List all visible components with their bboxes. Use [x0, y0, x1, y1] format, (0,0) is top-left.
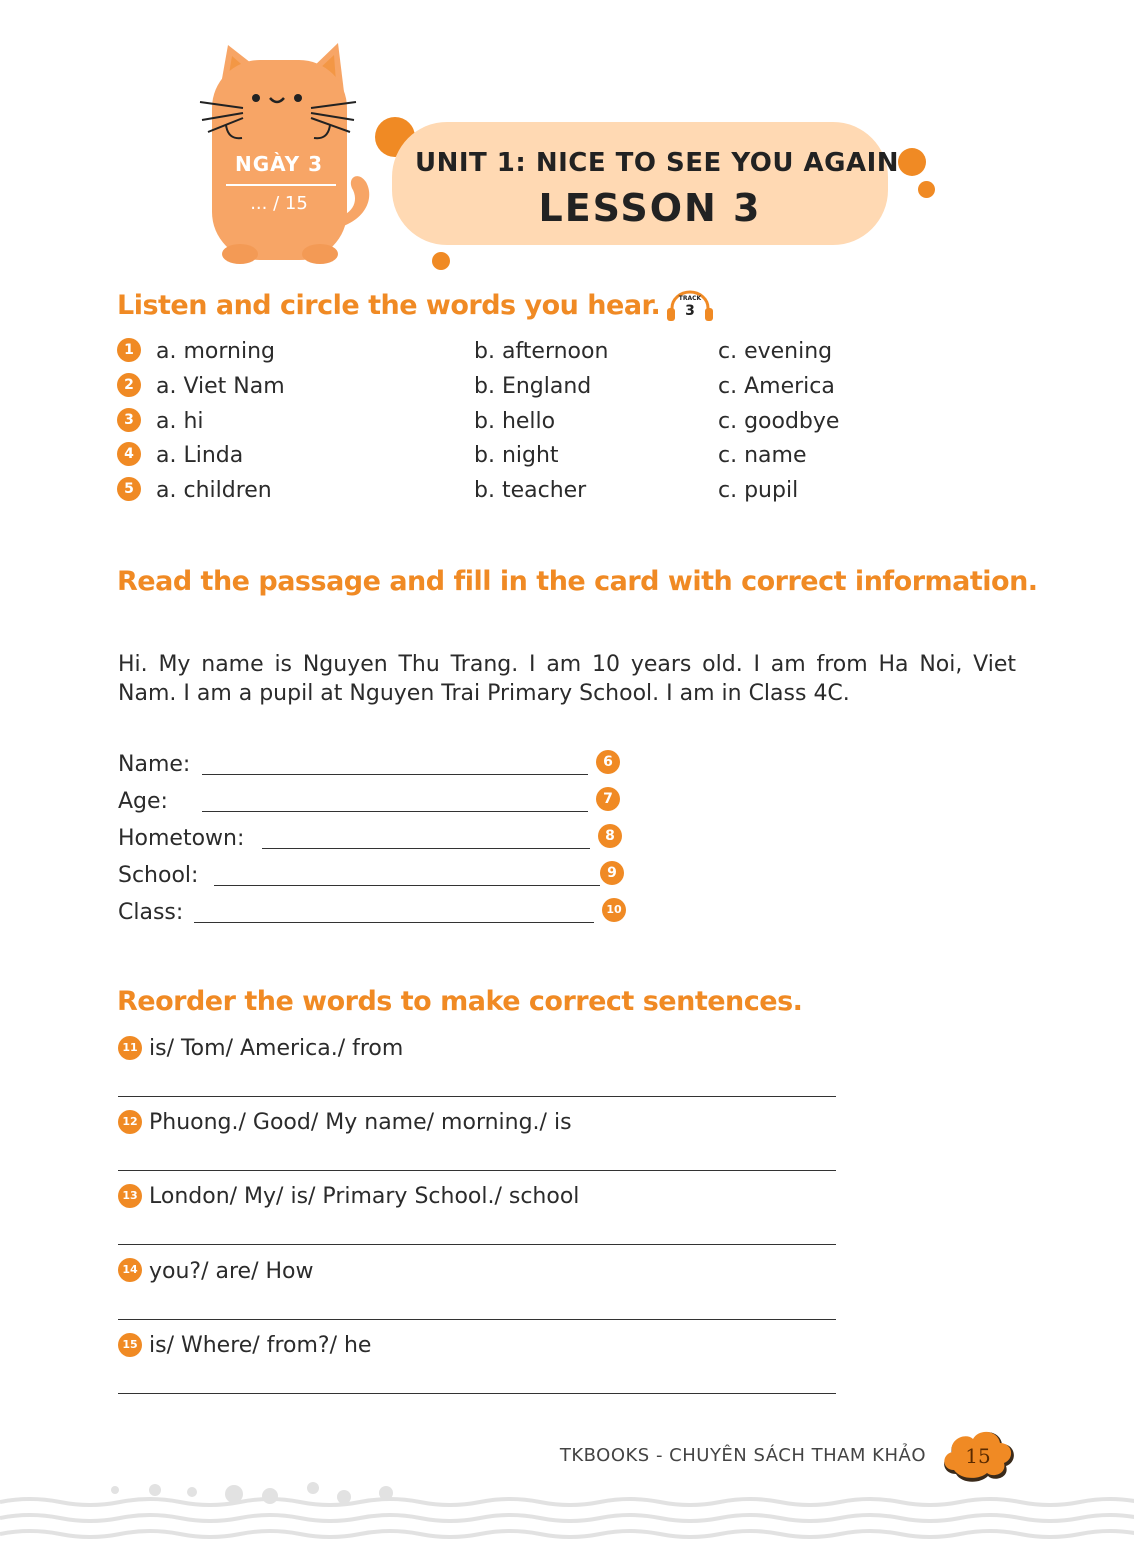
option-c[interactable]: c. goodbye — [718, 409, 840, 434]
item-number-badge: 5 — [117, 477, 141, 501]
scrambled-words: is/ Where/ from?/ he — [149, 1333, 372, 1358]
section1-heading: Listen and circle the words you hear. — [117, 290, 661, 321]
option-b[interactable]: b. afternoon — [474, 339, 609, 364]
page-number: 15 — [965, 1444, 991, 1468]
scrambled-words: you?/ are/ How — [149, 1259, 314, 1284]
item-number-badge: 11 — [118, 1036, 142, 1060]
answer-line[interactable] — [118, 1170, 836, 1171]
field-label-name: Name: — [118, 752, 191, 777]
answer-line[interactable] — [194, 922, 594, 923]
item-number-badge: 8 — [598, 824, 622, 848]
option-b[interactable]: b. hello — [474, 409, 556, 434]
section2-heading: Read the passage and fill in the card with correct information. — [117, 566, 1038, 597]
decor-dot — [918, 181, 935, 198]
answer-line[interactable] — [118, 1096, 836, 1097]
item-number-badge: 4 — [117, 442, 141, 466]
option-c[interactable]: c. America — [718, 374, 835, 399]
publisher-label: TKBOOKS - CHUYÊN SÁCH THAM KHẢO — [559, 1445, 926, 1466]
option-b[interactable]: b. teacher — [474, 478, 587, 503]
option-a[interactable]: a. hi — [156, 409, 204, 434]
item-number-badge: 2 — [117, 373, 141, 397]
answer-line[interactable] — [118, 1244, 836, 1245]
track-label: TRACK — [678, 295, 702, 302]
item-number-badge: 3 — [117, 408, 141, 432]
wave-decoration — [0, 1478, 1134, 1548]
reading-passage: Hi. My name is Nguyen Thu Trang. I am 10 years old. I am from Ha Noi, Viet Nam. I am a pupil at Nguyen Trai Primary School. I am in Class 4C. — [118, 652, 1016, 706]
item-number-badge: 6 — [596, 750, 620, 774]
item-number-badge: 9 — [600, 861, 624, 885]
item-number-badge: 13 — [118, 1184, 142, 1208]
item-number-badge: 14 — [118, 1258, 142, 1282]
answer-line[interactable] — [202, 811, 588, 812]
answer-line[interactable] — [214, 885, 600, 886]
track-number: 3 — [685, 303, 695, 319]
option-a[interactable]: a. morning — [156, 339, 275, 364]
option-a[interactable]: a. children — [156, 478, 272, 503]
lesson-title: LESSON 3 — [538, 186, 762, 230]
option-a[interactable]: a. Linda — [156, 443, 244, 468]
item-number-badge: 10 — [602, 898, 626, 922]
day-divider — [226, 184, 336, 186]
option-c[interactable]: c. name — [718, 443, 807, 468]
option-b[interactable]: b. night — [474, 443, 559, 468]
option-b[interactable]: b. England — [474, 374, 592, 399]
unit-title: UNIT 1: NICE TO SEE YOU AGAIN — [414, 148, 900, 178]
item-number-badge: 15 — [118, 1333, 142, 1357]
item-number-badge: 12 — [118, 1110, 142, 1134]
item-number-badge: 7 — [596, 787, 620, 811]
item-number-badge: 1 — [117, 338, 141, 362]
field-label-hometown: Hometown: — [118, 826, 245, 851]
field-label-school: School: — [118, 863, 199, 888]
answer-line[interactable] — [262, 848, 590, 849]
option-c[interactable]: c. pupil — [718, 478, 799, 503]
decor-dot — [432, 252, 450, 270]
option-c[interactable]: c. evening — [718, 339, 833, 364]
scrambled-words: Phuong./ Good/ My name/ morning./ is — [149, 1110, 572, 1135]
scrambled-words: is/ Tom/ America./ from — [149, 1036, 404, 1061]
day-label: NGÀY 3 — [234, 152, 324, 176]
answer-line[interactable] — [202, 774, 588, 775]
scrambled-words: London/ My/ is/ Primary School./ school — [149, 1184, 580, 1209]
field-label-age: Age: — [118, 789, 168, 814]
section3-heading: Reorder the words to make correct sentences. — [117, 986, 803, 1017]
field-label-class: Class: — [118, 900, 184, 925]
score-label: ... / 15 — [250, 193, 308, 214]
answer-line[interactable] — [118, 1319, 836, 1320]
answer-line[interactable] — [118, 1393, 836, 1394]
option-a[interactable]: a. Viet Nam — [156, 374, 285, 399]
